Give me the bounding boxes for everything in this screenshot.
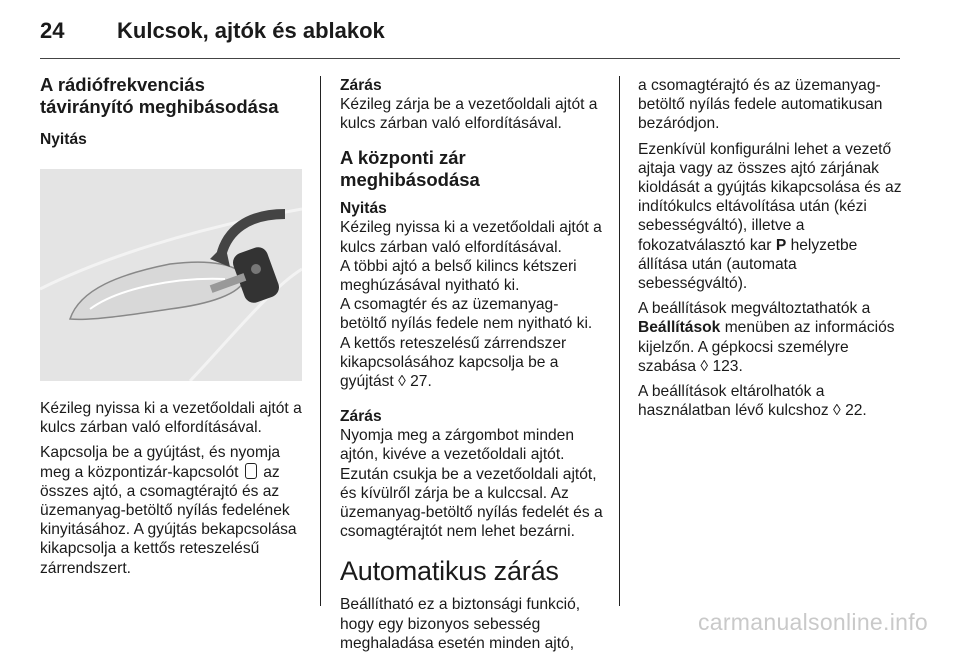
subheading-nyitas-2: Nyitás [340,200,387,218]
subheading-zaras-2: Zárás [340,408,382,426]
subheading-nyitas: Nyitás [40,131,87,148]
paragraph: a csomagtérajtó és az üzemanyag-betöltő nyílás fedele automatikusan bezáródjon. [638,77,883,133]
column-3 [638,76,906,426]
header-rule [40,58,900,59]
section-heading-central-lock: A központi zár meghibásodása [340,147,480,191]
paragraph: A kettős reteszelésű zárrendszer kikapcsolásához kapcsolja be a gyújtást ◊ 27. [340,334,567,391]
section-heading: A rádiófrekvenciás távirányító meghibásodása [40,74,279,117]
page-header [40,14,385,48]
door-handle-figure [40,169,302,381]
column-2 [340,76,604,659]
door-handle-key-illustration [40,169,302,381]
paragraph: Ezután csukja be a vezetőoldali ajtót, és kívülről zárja be a kulccsal. Az üzemanyag-betöltő nyílás fedelét és a csomagtérajtót nem lehet bezárni. [340,465,603,541]
subheading-zaras: Zárás [340,77,382,94]
paragraph: A csomagtér és az üzemanyag-betöltő nyílás fedele nem nyitható ki. [340,296,593,333]
column-divider-1 [320,76,321,606]
page-number: 24 [40,18,65,43]
column-1 [40,74,302,584]
paragraph-b: Kapcsolja be a gyújtást, és nyomja meg a központizár-kapcsolót az összes ajtó, a csomagtérajtó és az üzemanyag-betöltő nyílás fedelének kinyitásához. A gyújtás bekapcsolása kikapcsolja a kettős reteszelésű zárrendszert. [40,444,297,577]
paragraph: Ezenkívül konfigurálni lehet a vezető ajtaja vagy az összes ajtó zárjának kioldását a gyújtás kikapcsolása és az indítókulcs eltávolítása után (kézi sebességváltó), illetve a fokozatválasztó kar P helyzetbe állítása után (automata sebességváltó). [638,140,902,293]
paragraph: Kézileg nyissa ki a vezetőoldali ajtót a kulcs zárban való elfordításával. [340,219,602,256]
paragraph: A beállítások megváltoztathatók a Beállítások menüben az információs kijelzőn. A gépkocsi személyre szabása ◊ 123. [638,300,895,375]
lock-switch-icon [245,463,257,479]
paragraph: A beállítások eltárolhatók a használatban lévő kulcshoz ◊ 22. [638,383,867,420]
paragraph: A többi ajtó a belső kilincs kétszeri meghúzásával nyitható ki. [340,257,577,295]
watermark: carmanualsonline.info [697,609,928,635]
paragraph: Kézileg zárja be a vezetőoldali ajtót a kulcs zárban való elfordításával. [340,96,598,133]
paragraph: Beállítható ez a biztonsági funkció, hogy egy bizonyos sebesség meghaladása esetén minden ajtó, [340,596,581,652]
paragraph-a: Kézileg nyissa ki a vezetőoldali ajtót a kulcs zárban való elfordításával. [40,400,302,437]
paragraph: Nyomja meg a zárgombot minden ajtón, kivéve a vezetőoldali ajtót. [340,427,575,464]
chapter-title: Kulcsok, ajtók és ablakok [117,18,385,43]
section-heading-auto-lock: Automatikus zárás [340,556,559,587]
column-divider-2 [619,76,620,606]
